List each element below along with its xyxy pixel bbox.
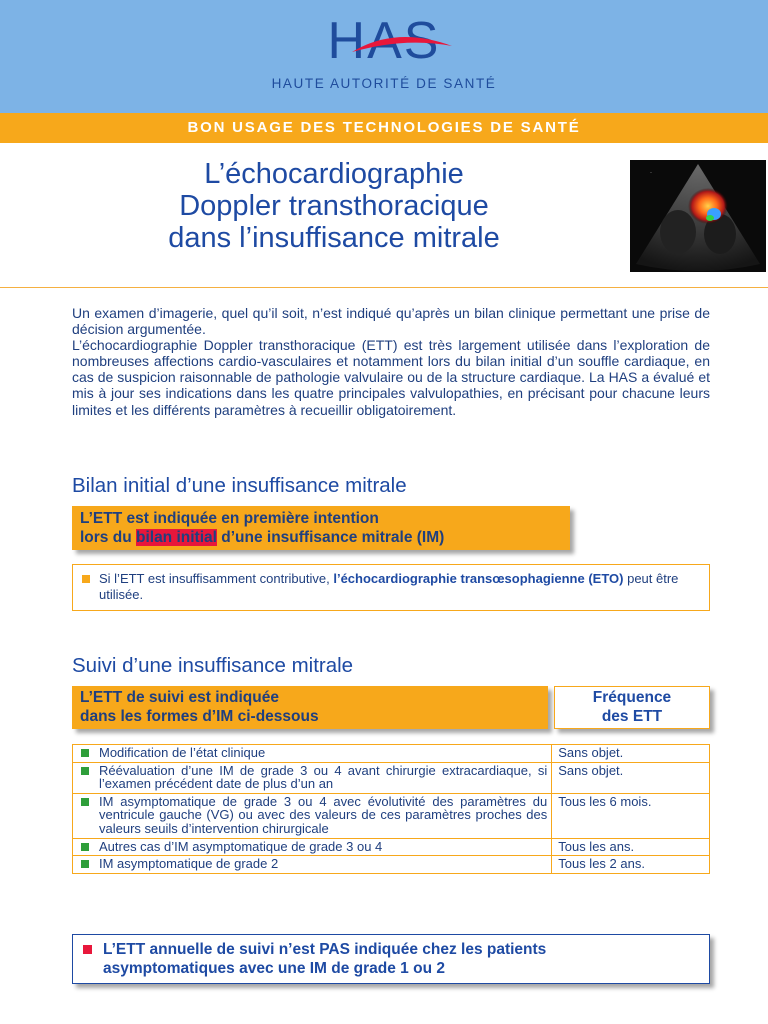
green-bullet-icon — [81, 749, 89, 757]
category-band: BON USAGE DES TECHNOLOGIES DE SANTÉ — [0, 113, 768, 143]
recommendation-line-1: L’ETT est indiquée en première intention — [80, 510, 379, 527]
page-title — [100, 158, 568, 254]
section-title-suivi: Suivi d’une insuffisance mitrale — [72, 654, 354, 677]
echocardiogram-image — [630, 160, 766, 272]
table-row: IM asymptomatique de grade 3 ou 4 avec évolutivité des paramètres du ventricule gauche (VG) ou avec des valeurs de ces paramètres proches des valeurs seuils d’intervention chirurgicale Tous les 6 mois. — [73, 793, 710, 838]
red-bullet-icon — [83, 945, 92, 954]
table-row: Réévaluation d’une IM de grade 3 ou 4 avant chirurgie extracardiaque, si l’examen précédent date de plus d’un an Sans objet. — [73, 762, 710, 793]
intro-paragraph-2: L’échocardiographie Doppler transthoracique (ETT) est très largement utilisée dans l’exploration de nombreuses affections cardio-vasculaires et notamment lors du bilan initial d’un souffle cardiaque, en cas de suspicion raisonnable de pathologie valvulaire ou de la structure cardiaque. La HAS a évalué et mis à jour ses indications dans les quatre principales valvulopathies, en précisant pour chacune leurs limites et les différents paramètres à recueillir obligatoirement. — [72, 337, 710, 418]
warning-line-1: L’ETT annuelle de suivi n’est PAS indiquée chez les patients — [103, 941, 547, 958]
green-bullet-icon — [81, 767, 89, 775]
logo-text: HAS — [327, 12, 441, 70]
header — [0, 0, 768, 113]
suivi-line-1: L’ETT de suivi est indiquée — [80, 689, 279, 706]
title-line-1: L’échocardiographie — [204, 158, 464, 190]
intro-paragraph-1: Un examen d’imagerie, quel qu’il soit, n’est indiqué qu’après un bilan clinique permettant une prise de décision argumentée. — [72, 305, 710, 338]
eto-term: l’échocardiographie transœsophagienne (ETO) — [333, 571, 624, 586]
table-row: Modification de l’état clinique Sans objet. — [73, 745, 710, 763]
warning-line-2: asymptomatiques avec une IM de grade 1 ou 2 — [103, 960, 445, 977]
green-bullet-icon — [81, 798, 89, 806]
has-logo — [0, 10, 768, 70]
table-row: Autres cas d’IM asymptomatique de grade 3 ou 4 Tous les ans. — [73, 838, 710, 856]
follow-up-table — [72, 744, 710, 874]
recommendation-line-2: lors du bilan initial d’une insuffisance mitrale (IM) — [80, 529, 445, 546]
orange-bullet-icon — [82, 575, 90, 583]
table-row: IM asymptomatique de grade 2 Tous les 2 ans. — [73, 856, 710, 874]
svg-text:·: · — [650, 170, 652, 176]
green-bullet-icon — [81, 860, 89, 868]
section-title-bilan: Bilan initial d’une insuffisance mitrale — [72, 474, 407, 497]
recommendation-box-suivi — [72, 686, 548, 729]
highlight-bilan-initial: bilan initial — [135, 529, 217, 546]
recommendation-box-initial — [72, 506, 570, 550]
frequency-header: Fréquence des ETT — [554, 686, 710, 729]
divider — [0, 287, 768, 288]
green-bullet-icon — [81, 843, 89, 851]
logo-subtitle: HAUTE AUTORITÉ DE SANTÉ — [271, 76, 497, 91]
intro-text — [72, 305, 710, 418]
title-line-3: dans l’insuffisance mitrale — [168, 222, 500, 254]
not-indicated-warning — [72, 934, 710, 984]
title-line-2: Doppler transthoracique — [179, 190, 489, 222]
suivi-line-2: dans les formes d’IM ci-dessous — [80, 708, 319, 725]
eto-note: Si l’ETT est insuffisamment contributive, l’échocardiographie transœsophagienne (ETO) peut être utilisée. — [72, 564, 710, 611]
